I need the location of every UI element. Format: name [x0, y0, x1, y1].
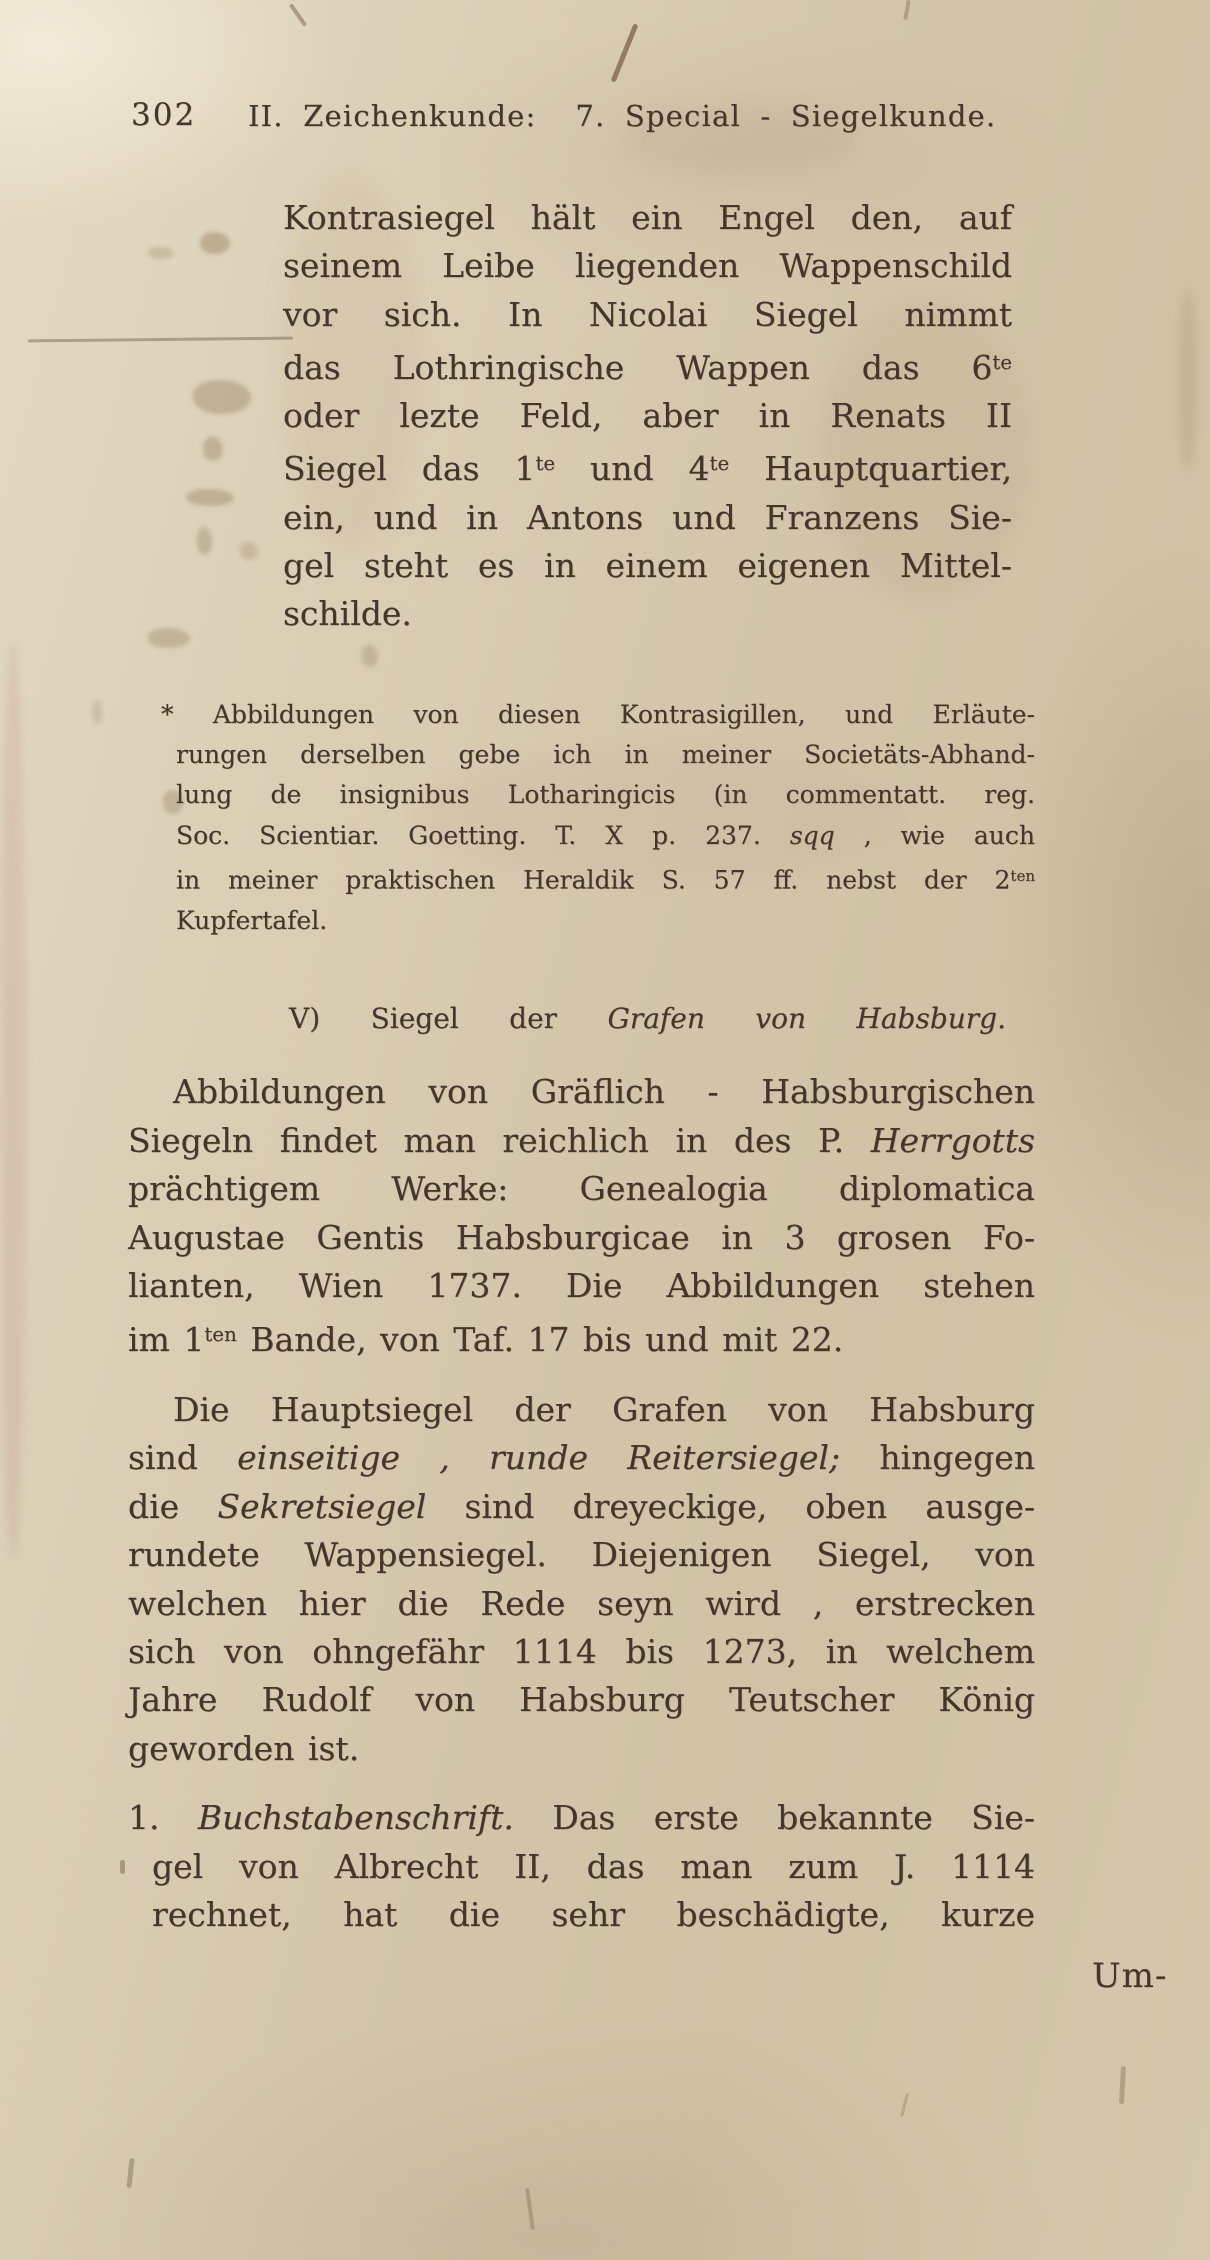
text-line: prächtigem Werke: Genealogia diplomatica — [128, 1169, 1035, 1209]
bleedthrough-mark — [203, 437, 223, 461]
text-line: Kontrasiegel hält ein Engel den, auf — [283, 198, 1012, 237]
text-line: im $1^{ten}$ Bande, von Taf. 17 bis und mit 22. — [128, 1319, 844, 1359]
bleedthrough-mark — [148, 247, 174, 259]
text-line: Jahre Rudolf von Habsburg Teutscher König — [128, 1680, 1035, 1720]
running-header: II. Zeichenkunde: 7. Special - Siegelkunde. — [248, 99, 997, 133]
ink-mark — [525, 2188, 535, 2230]
text-line: Siegeln findet man reichlich in des P. Herrgotts — [128, 1120, 1035, 1160]
text-line: 1. Buchstabenschrift. Das erste bekannte Sie- — [128, 1798, 1035, 1837]
text-line: Augustae Gentis Habsburgicae in 3 grosen Fo- — [128, 1217, 1035, 1257]
ink-mark — [903, 0, 910, 20]
text-line: sind einseitige , runde Reitersiegel; hingegen — [128, 1438, 1035, 1478]
text-line: das Lothringische Wappen das $6^{te}$ — [283, 347, 1012, 387]
text-line: Siegel das $1^{te}$ und $4^{te}$ Hauptquartier, — [283, 449, 1012, 489]
text-line: in meiner praktischen Heraldik S. 57 ff. nebst der $2^{ten}$ — [176, 865, 1035, 895]
bleedthrough-mark — [197, 527, 212, 555]
footnote — [161, 695, 1035, 941]
paragraph-seal-types — [128, 1386, 1035, 1773]
ink-mark — [120, 1860, 125, 1874]
section-heading — [289, 999, 1006, 1039]
text-line: Abbildungen von Gräflich - Habsburgischen — [173, 1072, 1035, 1111]
text-line: lianten, Wien 1737. Die Abbildungen stehen — [128, 1266, 1035, 1306]
text-line: lung de insignibus Lotharingicis (in commentatt. reg. — [176, 780, 1035, 810]
text-line: ein, und in Antons und Franzens Sie- — [283, 497, 1012, 537]
ink-mark — [289, 3, 307, 27]
text-line: vor sich. In Nicolai Siegel nimmt — [283, 294, 1012, 334]
paper-stain — [0, 640, 26, 1560]
bleedthrough-mark — [200, 232, 230, 254]
text-line: * Abbildungen von diesen Kontrasigillen, und Erläute- — [161, 700, 1035, 729]
text-line: seinem Leibe liegenden Wappenschild — [283, 246, 1012, 286]
bleedthrough-mark — [186, 489, 234, 506]
text-line: rechnet, hat die sehr beschädigte, kurze — [152, 1895, 1035, 1934]
text-line: Die Hauptsiegel der Grafen von Habsburg — [173, 1390, 1035, 1429]
page-number: 302 — [131, 97, 197, 133]
ink-mark — [126, 2158, 134, 2188]
continuation-paragraph — [283, 194, 1012, 638]
text-line: geworden ist. — [128, 1728, 360, 1768]
ink-mark — [900, 2093, 909, 2117]
text-line: oder lezte Feld, aber in Renats II — [283, 396, 1012, 436]
text-line: die Sekretsiegel sind dreyeckige, oben ausge- — [128, 1486, 1036, 1526]
ink-mark — [611, 23, 639, 82]
bleedthrough-mark — [193, 380, 251, 414]
text-line: Kupfertafel. — [176, 905, 328, 935]
text-line: welchen hier die Rede seyn wird , erstrecken — [128, 1583, 1035, 1623]
bleedthrough-mark — [240, 542, 258, 560]
paper-stain — [1178, 290, 1198, 470]
text-line: gel von Albrecht II, das man zum J. 1114 — [152, 1846, 1035, 1886]
text-line: rungen derselben gebe ich in meiner Societäts-Abhand- — [176, 740, 1035, 770]
scratch-line — [28, 337, 293, 343]
bleedthrough-mark — [148, 628, 190, 648]
catchword: Um- — [1092, 1956, 1168, 1996]
paragraph-letter-script — [128, 1794, 1035, 1940]
text-line: schilde. — [283, 594, 412, 634]
text-line: V) Siegel der Grafen von Habsburg. — [289, 1002, 1006, 1035]
text-line: rundete Wappensiegel. Diejenigen Siegel, von — [128, 1535, 1035, 1575]
bleedthrough-mark — [92, 700, 102, 724]
text-line: Soc. Scientiar. Goetting. T. X p. 237. sqq , wie auch — [176, 820, 1036, 850]
text-line: sich von ohngefähr 1114 bis 1273, in welchem — [128, 1632, 1035, 1672]
bleedthrough-mark — [362, 645, 378, 667]
text-line: gel steht es in einem eigenen Mittel- — [283, 545, 1012, 585]
ink-mark — [1119, 2066, 1126, 2104]
paragraph-habsburg-sources — [128, 1068, 1035, 1364]
